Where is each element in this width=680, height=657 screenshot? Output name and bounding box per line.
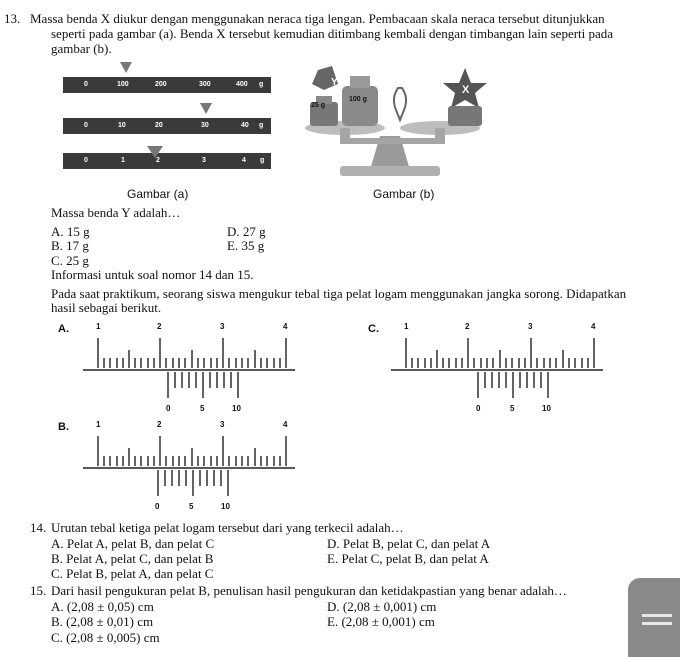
caliper-c-main-label: 4 — [591, 322, 596, 331]
caliper-a-main-label: 4 — [283, 322, 288, 331]
scale3-label: 0 — [84, 157, 88, 164]
scale1-label: 300 — [199, 81, 211, 88]
q15-number: 15. — [30, 583, 47, 598]
q13-option-d[interactable]: D. 27 g — [227, 224, 266, 239]
q13-option-a[interactable]: A. 15 g — [51, 224, 90, 239]
caliper-c-main-label: 3 — [528, 322, 533, 331]
q15-option-c[interactable]: C. (2,08 ± 0,005) cm — [51, 630, 160, 645]
q13-text-line1: Massa benda X diukur dengan menggunakan neraca tiga lengan. Pembacaan skala neraca tersebut ditunjukkan — [30, 11, 605, 26]
scale2-label: 0 — [84, 122, 88, 129]
caliper-c-main-label: 2 — [465, 322, 470, 331]
weight-100g-label: 100 g — [349, 96, 367, 103]
scale1-label: 200 — [155, 81, 167, 88]
caliper-b-label: B. — [58, 421, 69, 433]
q14-option-d[interactable]: D. Pelat B, pelat C, dan pelat A — [327, 536, 491, 551]
caliper-b-main-label: 2 — [157, 420, 162, 429]
caliper-b-vernier-label: 5 — [189, 502, 194, 511]
caliper-c-vernier-label: 10 — [542, 404, 551, 413]
scale2-label: 40 — [241, 122, 249, 129]
q15-option-d[interactable]: D. (2,08 ± 0,001) cm — [327, 599, 437, 614]
menu-handle-button[interactable] — [628, 578, 680, 657]
scale3-label: 3 — [202, 157, 206, 164]
q13-option-b[interactable]: B. 17 g — [51, 238, 89, 253]
scale3-label: 4 — [242, 157, 246, 164]
q13-text-line3: gambar (b). — [51, 41, 112, 56]
q15-option-a[interactable]: A. (2,08 ± 0,05) cm — [51, 599, 154, 614]
q15-prompt: Dari hasil pengukuran pelat B, penulisan hasil pengukuran dan ketidakpastian yang benar adalah… — [51, 583, 567, 598]
caliper-a-scale — [80, 320, 300, 420]
caliper-a-main-label: 2 — [157, 322, 162, 331]
scale1-label: 400 — [236, 81, 248, 88]
scale1-label: 100 — [117, 81, 129, 88]
scale3-label: 2 — [156, 157, 160, 164]
object-x-label: X — [462, 84, 470, 96]
info-title: Informasi untuk soal nomor 14 dan 15. — [51, 267, 254, 282]
caliper-a-main-label: 3 — [220, 322, 225, 331]
q14-option-a[interactable]: A. Pelat A, pelat B, dan pelat C — [51, 536, 215, 551]
q14-prompt: Urutan tebal ketiga pelat logam tersebut dari yang terkecil adalah… — [51, 520, 404, 535]
scale1-label: g — [259, 81, 264, 88]
caliper-a-main-label: 1 — [96, 322, 101, 331]
scale3-label: 1 — [121, 157, 125, 164]
scale2-label: g — [259, 122, 264, 129]
q15-option-b[interactable]: B. (2,08 ± 0,01) cm — [51, 614, 154, 629]
q13-number: 13. — [4, 11, 21, 26]
scale2-label: 10 — [118, 122, 126, 129]
scale2-label: 20 — [155, 122, 163, 129]
info-line2: hasil sebagai berikut. — [51, 300, 162, 315]
caliper-c-label: C. — [368, 323, 379, 335]
q14-option-b[interactable]: B. Pelat A, pelat C, dan pelat B — [51, 551, 214, 566]
q14-number: 14. — [30, 520, 47, 535]
caliper-a-vernier-label: 10 — [232, 404, 241, 413]
q13-prompt: Massa benda Y adalah… — [51, 205, 181, 220]
caliper-a-vernier-label: 5 — [200, 404, 205, 413]
q14-option-c[interactable]: C. Pelat B, pelat A, dan pelat C — [51, 566, 214, 581]
q15-option-e[interactable]: E. (2,08 ± 0,001) cm — [327, 614, 435, 629]
scale3-label: g — [260, 157, 265, 164]
q13-text-line2: seperti pada gambar (a). Benda X tersebut kemudian ditimbang kembali dengan timbangan lain seperti pada — [51, 26, 614, 41]
menu-icon — [642, 622, 672, 625]
caliper-a-vernier-label: 0 — [166, 404, 171, 413]
figure-b-balance — [300, 58, 500, 180]
caliper-b-main-label: 4 — [283, 420, 288, 429]
caption-gambar-b: Gambar (b) — [373, 187, 435, 201]
caliper-a-label: A. — [58, 323, 69, 335]
caption-gambar-a: Gambar (a) — [127, 187, 189, 201]
weight-25g-label: 25 g — [311, 102, 326, 109]
q14-option-e[interactable]: E. Pelat C, pelat B, dan pelat A — [327, 551, 489, 566]
caliper-c-vernier-label: 0 — [476, 404, 481, 413]
caliper-b-vernier-label: 0 — [155, 502, 160, 511]
caliper-b-main-label: 1 — [96, 420, 101, 429]
caliper-b-main-label: 3 — [220, 420, 225, 429]
menu-icon — [642, 614, 672, 617]
caliper-b-vernier-label: 10 — [221, 502, 230, 511]
q13-option-e[interactable]: E. 35 g — [227, 238, 265, 253]
caliper-c-main-label: 1 — [404, 322, 409, 331]
caliper-c-scale — [388, 320, 608, 420]
q13-option-c[interactable]: C. 25 g — [51, 253, 89, 268]
weight-y-label: Y — [331, 77, 338, 88]
scale2-label: 30 — [201, 122, 209, 129]
caliper-c-vernier-label: 5 — [510, 404, 515, 413]
scale1-label: 0 — [84, 81, 88, 88]
info-line1: Pada saat praktikum, seorang siswa mengukur tebal tiga pelat logam menggunakan jangka sorong. Didapatkan — [51, 286, 627, 301]
